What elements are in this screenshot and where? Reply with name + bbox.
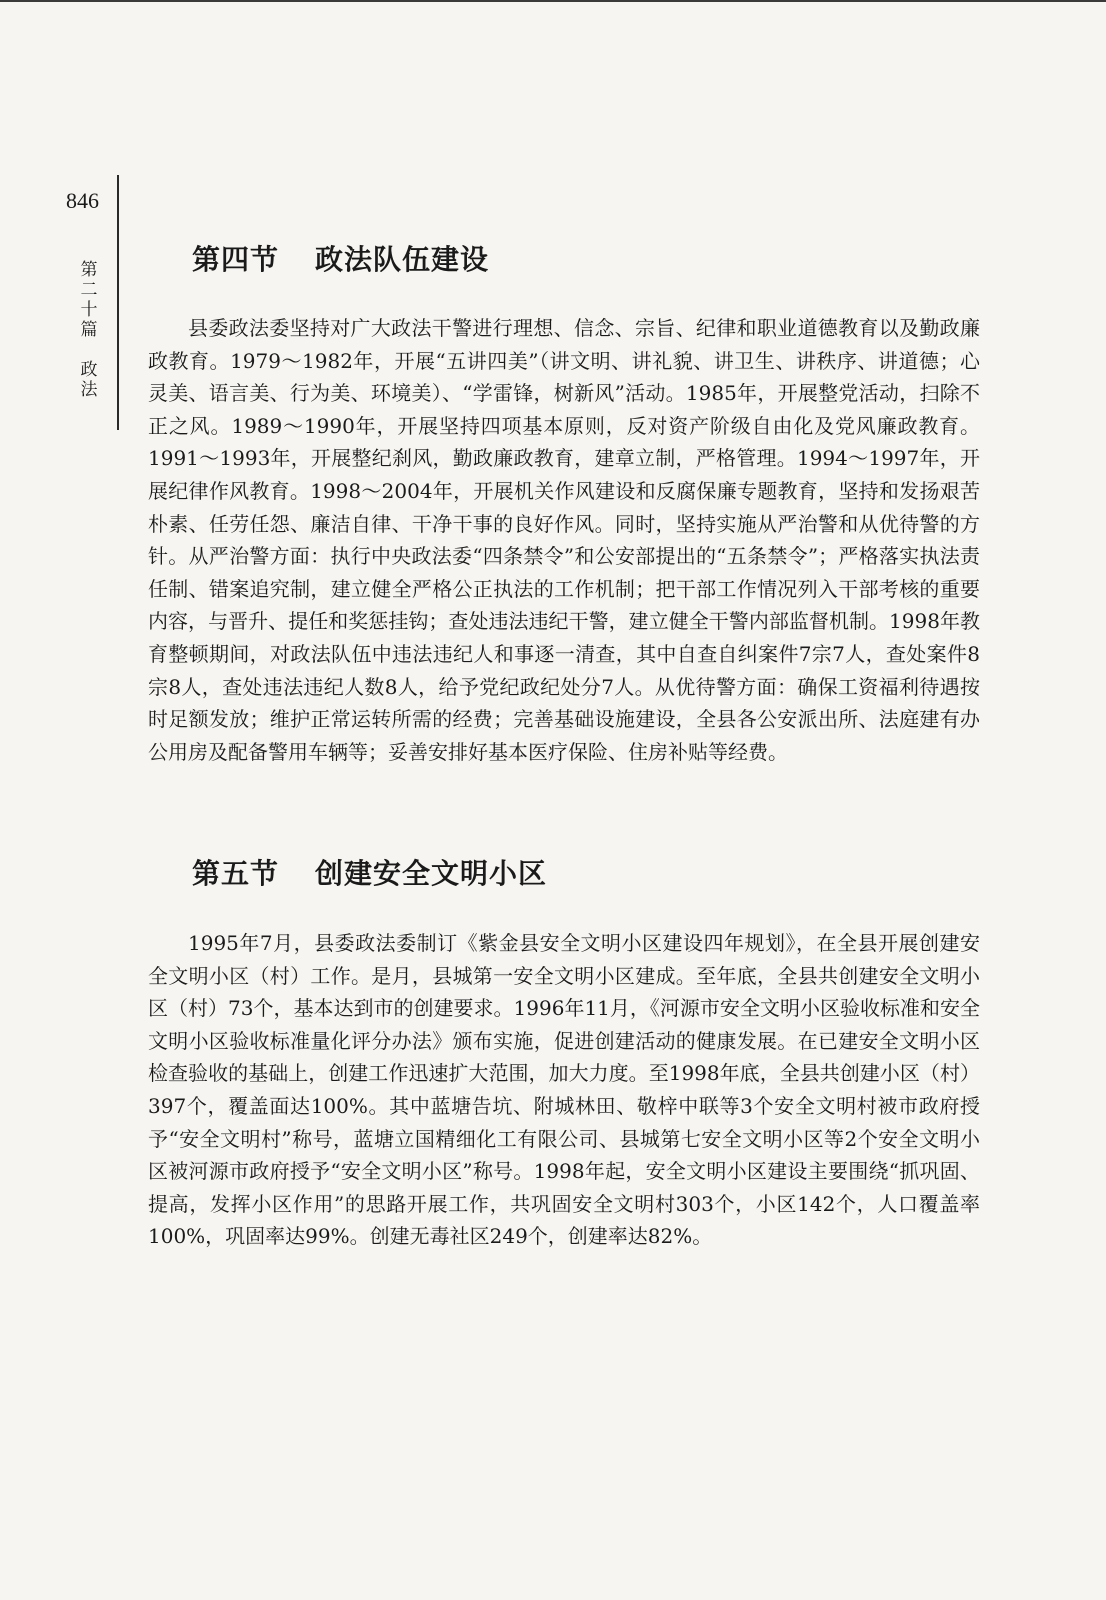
section-4-number: 第四节 <box>192 243 280 276</box>
section-5-title: 创建安全文明小区 <box>315 857 548 890</box>
section-4-body: 县委政法委坚持对广大政法干警进行理想、信念、宗旨、纪律和职业道德教育以及勤政廉政教育。1979～1982年，开展“五讲四美”（讲文明、讲礼貌、讲卫生、讲秩序、讲道德；心灵美、语言美、行为美、环境美）、“学雷锋，树新风”活动。1985年，开展整党活动，扫除不正之风。1989～1990年，开展坚持四项基本原则，反对资产阶级自由化及党风廉政教育。1991～1993年，开展整纪刹风，勤政廉政教育，建章立制，严格管理。1994～1997年，开展纪律作风教育。1998～2004年，开展机关作风建设和反腐保廉专题教育，坚持和发扬艰苦朴素、任劳任怨、廉洁自律、干净干事的良好作风。同时，坚持实施从严治警和从优待警的方针。从严治警方面：执行中央政法委“四条禁令”和公安部提出的“五条禁令”；严格落实执法责任制、错案追究制，建立健全严格公正执法的工作机制；把干部工作情况列入干部考核的重要内容，与晋升、提任和奖惩挂钩；查处违法违纪干警，建立健全干警内部监督机制。1998年教育整顿期间，对政法队伍中违法违纪人和事逐一清查，其中自查自纠案件7宗7人，查处案件8宗8人，查处违法违纪人数8人，给予党纪政纪处分7人。从优待警方面：确保工资福利待遇按时足额发放；维护正常运转所需的经费；完善基础设施建设，全县各公安派出所、法庭建有办公用房及配备警用车辆等；妥善安排好基本医疗保险、住房补贴等经费。 <box>148 316 980 764</box>
side-rule <box>117 175 119 430</box>
side-label-topic: 政法 <box>80 360 98 400</box>
section-4-heading <box>192 238 489 278</box>
section-5-number: 第五节 <box>192 857 280 890</box>
section-5-heading <box>192 852 547 892</box>
section-5-body: 1995年7月，县委政法委制订《紫金县安全文明小区建设四年规划》，在全县开展创建安全文明小区（村）工作。是月，县城第一安全文明小区建成。至年底，全县共创建安全文明小区（村）73个，基本达到市的创建要求。1996年11月，《河源市安全文明小区验收标准和安全文明小区验收标准量化评分办法》颁布实施，促进创建活动的健康发展。在已建安全文明小区检查验收的基础上，创建工作迅速扩大范围，加大力度。至1998年底，全县共创建小区（村）397个，覆盖面达100%。其中蓝塘告坑、附城林田、敬梓中联等3个安全文明村被市政府授予“安全文明村”称号，蓝塘立国精细化工有限公司、县城第七安全文明小区等2个安全文明小区被河源市政府授予“安全文明小区”称号。1998年起，安全文明小区建设主要围绕“抓巩固、提高，发挥小区作用”的思路开展工作，共巩固安全文明村303个，小区142个，人口覆盖率100%，巩固率达99%。创建无毒社区249个，创建率达82%。 <box>148 931 980 1249</box>
side-label-part: 第二十篇 <box>80 260 98 340</box>
top-rule <box>0 0 1106 2</box>
section-4-title: 政法队伍建设 <box>315 243 490 276</box>
page-number: 846 <box>66 188 99 213</box>
